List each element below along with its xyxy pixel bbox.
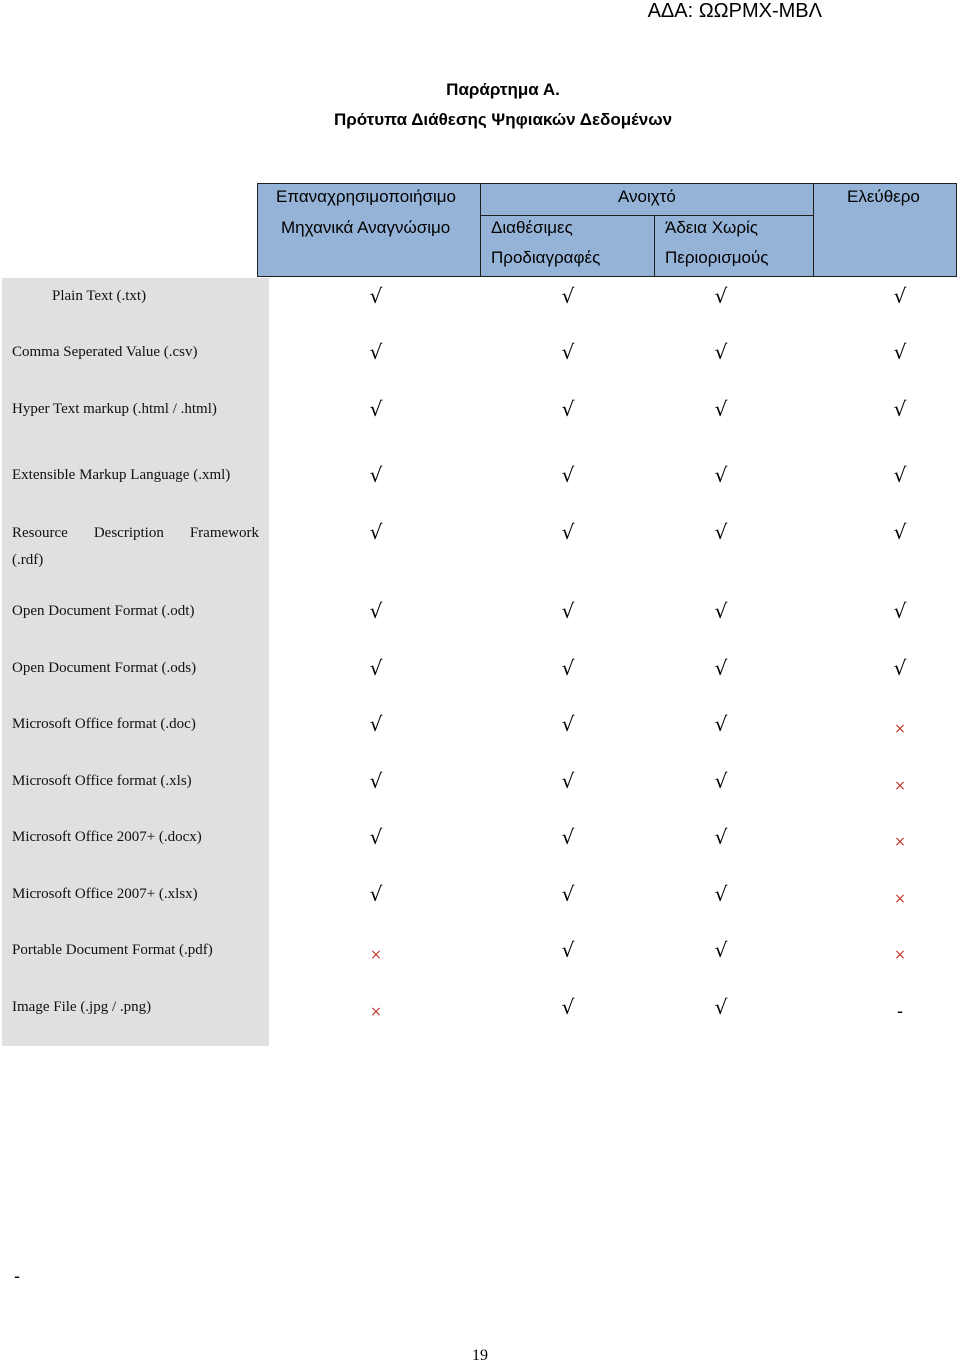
check-mark-icon: √ (561, 656, 575, 680)
cross-mark-icon: × (370, 1004, 382, 1020)
check-mark-icon: √ (893, 340, 907, 364)
cross-mark-icon: × (894, 834, 906, 850)
check-mark-icon: √ (561, 599, 575, 623)
check-mark-icon: √ (893, 284, 907, 308)
check-mark-icon: √ (561, 882, 575, 906)
check-mark-icon: √ (561, 825, 575, 849)
format-label-line1: Resource Description Framework (12, 525, 259, 541)
annex-subtitle: Πρότυπα Διάθεσης Ψηφιακών Δεδομένων (333, 110, 673, 129)
cross-mark-icon: × (894, 778, 906, 794)
check-mark-icon: √ (714, 463, 728, 487)
format-label: Plain Text (.txt) (52, 288, 147, 304)
format-label: Comma Seperated Value (.csv) (12, 344, 198, 360)
check-mark-icon: √ (561, 340, 575, 364)
check-mark-icon: √ (893, 397, 907, 421)
check-mark-icon: √ (714, 397, 728, 421)
header-unrestricted-license-2: Περιορισμούς (665, 248, 769, 267)
header-free: Ελεύθερο (847, 187, 920, 206)
check-mark-icon: √ (561, 712, 575, 736)
ada-code: ΑΔΑ: ΩΩΡΜΧ-ΜΒΛ (647, 0, 822, 22)
check-mark-icon: √ (369, 397, 383, 421)
format-label: Portable Document Format (.pdf) (12, 942, 213, 958)
check-mark-icon: √ (714, 520, 728, 544)
dash-mark-icon: - (897, 1001, 903, 1021)
format-label: Extensible Markup Language (.xml) (12, 467, 231, 483)
check-mark-icon: √ (561, 397, 575, 421)
check-mark-icon: √ (714, 995, 728, 1019)
check-mark-icon: √ (369, 340, 383, 364)
check-mark-icon: √ (369, 769, 383, 793)
footer-dash: - (14, 1266, 20, 1286)
format-label: Hyper Text markup (.html / .html) (12, 401, 217, 417)
format-label: Microsoft Office format (.doc) (12, 716, 196, 732)
format-label: Microsoft Office 2007+ (.docx) (12, 829, 202, 845)
check-mark-icon: √ (714, 712, 728, 736)
check-mark-icon: √ (714, 599, 728, 623)
check-mark-icon: √ (561, 520, 575, 544)
header-available-specs-2: Προδιαγραφές (491, 248, 601, 267)
check-mark-icon: √ (369, 463, 383, 487)
format-label: Open Document Format (.ods) (12, 660, 197, 676)
check-mark-icon: √ (561, 938, 575, 962)
check-mark-icon: √ (369, 825, 383, 849)
annex-title: Παράρτημα Α. (446, 80, 560, 99)
check-mark-icon: √ (369, 656, 383, 680)
format-label: Image File (.jpg / .png) (12, 999, 152, 1015)
header-machine-readable: Μηχανικά Αναγνώσιμο (281, 218, 451, 237)
check-mark-icon: √ (561, 284, 575, 308)
check-mark-icon: √ (893, 656, 907, 680)
cross-mark-icon: × (894, 891, 906, 907)
cross-mark-icon: × (894, 947, 906, 963)
check-mark-icon: √ (714, 284, 728, 308)
format-label: Microsoft Office format (.xls) (12, 773, 192, 789)
table-header (257, 183, 957, 277)
cross-mark-icon: × (894, 721, 906, 737)
check-mark-icon: √ (561, 769, 575, 793)
check-mark-icon: √ (714, 938, 728, 962)
header-available-specs-1: Διαθέσιμες (491, 218, 573, 237)
check-mark-icon: √ (369, 284, 383, 308)
check-mark-icon: √ (369, 520, 383, 544)
check-mark-icon: √ (893, 599, 907, 623)
check-mark-icon: √ (561, 463, 575, 487)
check-mark-icon: √ (714, 882, 728, 906)
page-number: 19 (472, 1347, 488, 1364)
check-mark-icon: √ (893, 520, 907, 544)
header-unrestricted-license-1: Άδεια Χωρίς (665, 218, 758, 237)
format-label: Open Document Format (.odt) (12, 603, 195, 619)
check-mark-icon: √ (714, 340, 728, 364)
check-mark-icon: √ (714, 769, 728, 793)
header-open: Ανοιχτό (618, 187, 676, 206)
check-mark-icon: √ (369, 712, 383, 736)
check-mark-icon: √ (561, 995, 575, 1019)
check-mark-icon: √ (714, 656, 728, 680)
check-mark-icon: √ (369, 599, 383, 623)
header-reusable: Επαναχρησιμοποιήσιμο (276, 187, 457, 206)
check-mark-icon: √ (714, 825, 728, 849)
check-mark-icon: √ (369, 882, 383, 906)
format-label-line2: (.rdf) (12, 552, 44, 568)
format-label: Microsoft Office 2007+ (.xlsx) (12, 886, 198, 902)
cross-mark-icon: × (370, 947, 382, 963)
format-label (12, 520, 259, 574)
check-mark-icon: √ (893, 463, 907, 487)
